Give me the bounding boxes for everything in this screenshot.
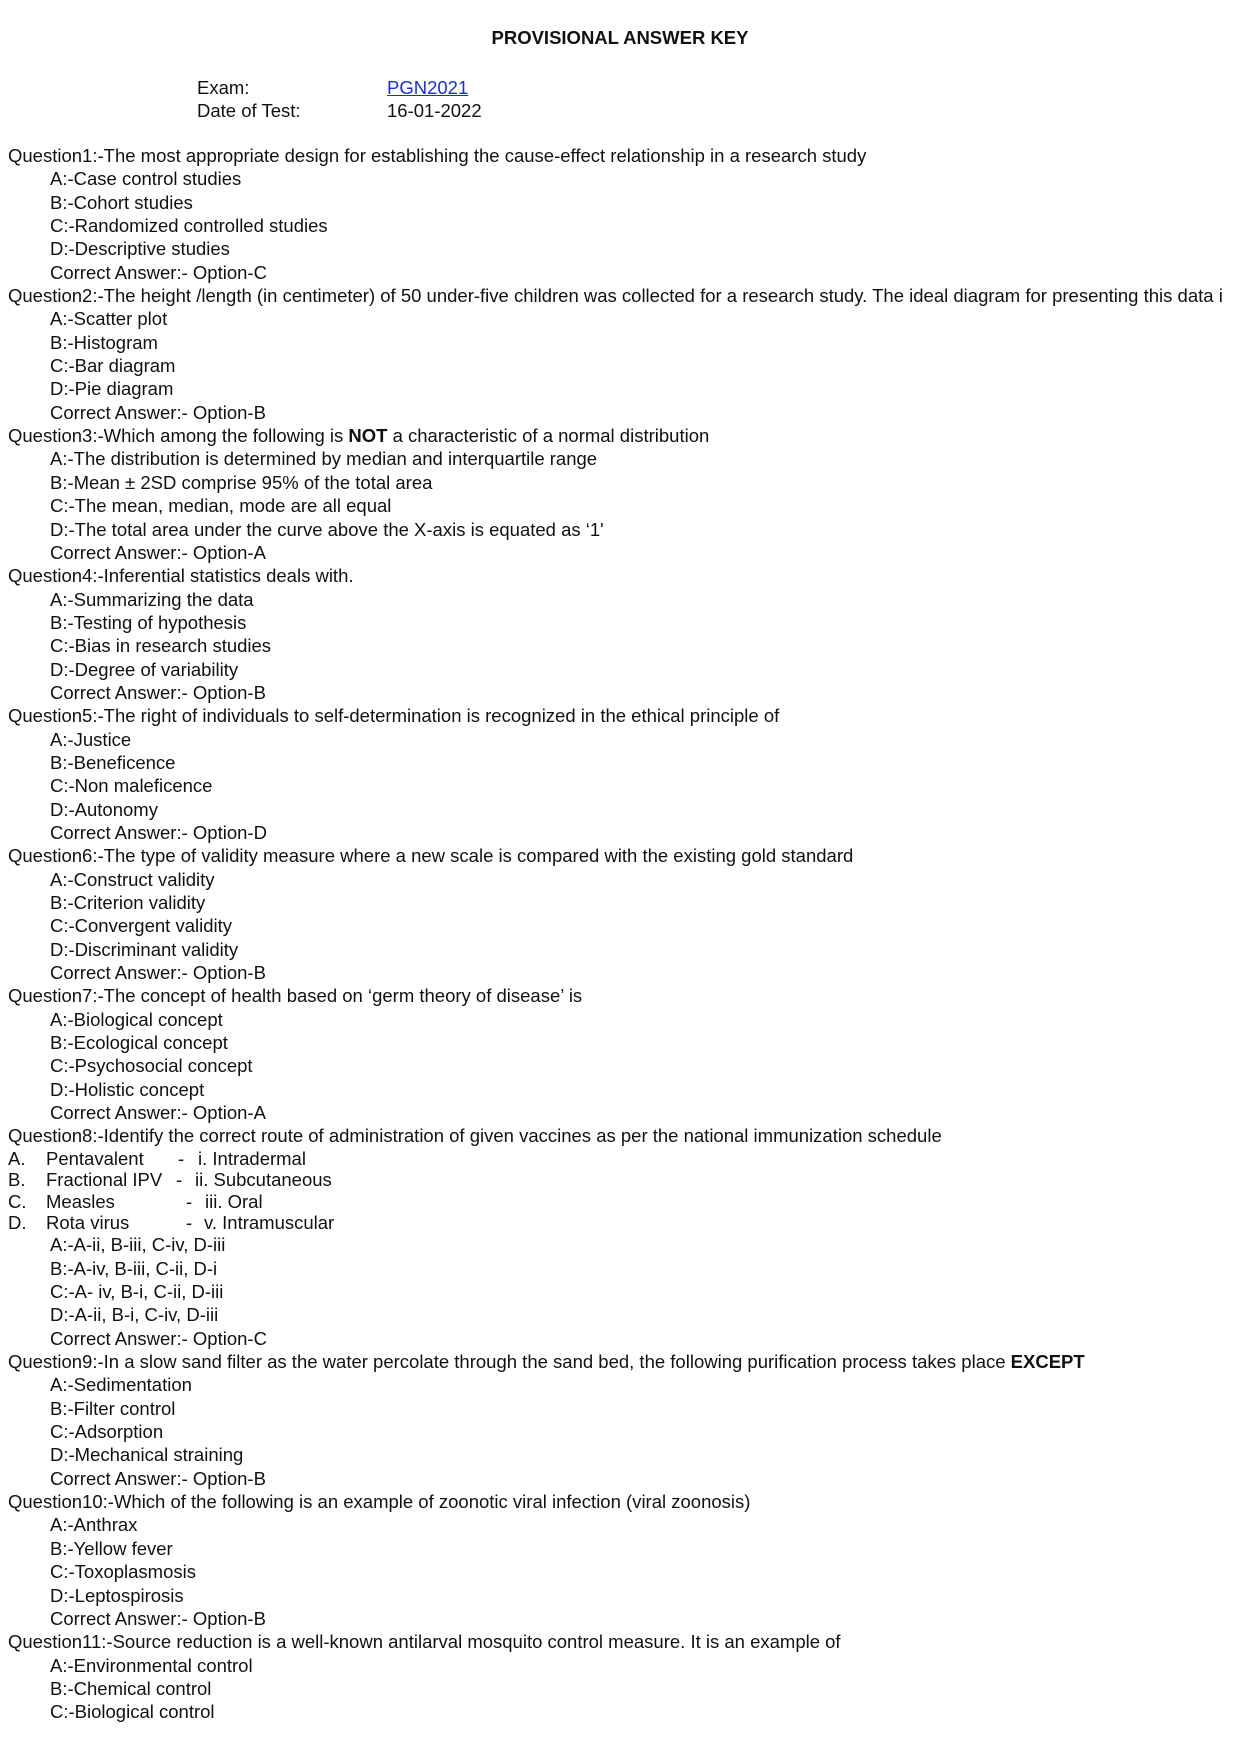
option-d: D:-Autonomy	[50, 798, 158, 820]
option-d: D:-Pie diagram	[50, 378, 174, 400]
option-c: C:-Bias in research studies	[50, 635, 272, 657]
page-title: PROVISIONAL ANSWER KEY	[491, 27, 749, 48]
option-c: C:-Adsorption	[50, 1421, 164, 1443]
match-row: D. Rota virus - v. Intramuscular	[8, 1211, 335, 1233]
option-a: A:-A-ii, B-iii, C-iv, D-iii	[50, 1234, 226, 1256]
question-text: Question7:-The concept of health based on ‘germ theory of disease’ is	[8, 985, 583, 1007]
correct-answer: Correct Answer:- Option-B	[50, 962, 266, 984]
option-b: B:-Histogram	[50, 331, 158, 353]
option-d: D:-The total area under the curve above the X-axis is equated as ‘1'	[50, 518, 604, 540]
option-d: D:-Leptospirosis	[50, 1584, 184, 1606]
match-row: A. Pentavalent - i. Intradermal	[8, 1147, 306, 1169]
exam-row	[197, 76, 482, 99]
option-b: B:-Mean ± 2SD comprise 95% of the total area	[50, 471, 433, 493]
exam-link[interactable]: PGN2021	[387, 77, 469, 98]
question-text: Question5:-The right of individuals to self-determination is recognized in the ethical principle of	[8, 705, 780, 727]
question-text: Question4:-Inferential statistics deals with.	[8, 565, 354, 587]
question-text: Question10:-Which of the following is an example of zoonotic viral infection (viral zoonosis)	[8, 1491, 751, 1513]
option-d: D:-Mechanical straining	[50, 1444, 244, 1466]
exam-meta	[197, 76, 482, 122]
option-b: B:-A-iv, B-iii, C-ii, D-i	[50, 1257, 218, 1279]
option-d: D:-A-ii, B-i, C-iv, D-iii	[50, 1304, 219, 1326]
option-b: B:-Filter control	[50, 1397, 176, 1419]
option-d: D:-Discriminant validity	[50, 938, 239, 960]
option-b: B:-Beneficence	[50, 751, 176, 773]
option-a: A:-Environmental control	[50, 1654, 253, 1676]
option-b: B:-Criterion validity	[50, 892, 206, 913]
option-a: A:-Construct validity	[50, 868, 215, 890]
option-b: B:-Chemical control	[50, 1677, 212, 1699]
option-a: A:-Summarizing the data	[50, 588, 254, 610]
option-a: A:-Justice	[50, 728, 132, 750]
match-row: C. Measles - iii. Oral	[8, 1190, 263, 1212]
option-b: B:-Cohort studies	[50, 191, 193, 213]
option-c: C:-Psychosocial concept	[50, 1055, 253, 1077]
option-a: A:-Scatter plot	[50, 308, 168, 330]
correct-answer: Correct Answer:- Option-D	[50, 821, 267, 843]
option-c: C:-Biological control	[50, 1701, 215, 1723]
correct-answer: Correct Answer:- Option-B	[50, 681, 266, 703]
question-text: Question2:-The height /length (in centimeter) of 50 under-five children was collected for a research study. The ideal diagram for presenting this data i	[8, 285, 1223, 307]
date-row	[197, 99, 482, 122]
question-text: Question8:-Identify the correct route of administration of given vaccines as per the national immunization schedule	[8, 1125, 942, 1147]
date-label: Date of Test:	[197, 100, 301, 121]
option-d: D:-Degree of variability	[50, 658, 239, 680]
option-b: B:-Testing of hypothesis	[50, 611, 247, 633]
correct-answer: Correct Answer:- Option-B	[50, 1467, 266, 1489]
correct-answer: Correct Answer:- Option-C	[50, 261, 267, 283]
question-list	[8, 144, 1240, 1724]
option-a: A:-Case control studies	[50, 168, 242, 190]
option-c: C:-Randomized controlled studies	[50, 215, 328, 237]
question-text: Question1:-The most appropriate design for establishing the cause-effect relationship in a research study	[8, 145, 867, 166]
date-value: 16-01-2022	[387, 100, 482, 121]
option-b: B:-Ecological concept	[50, 1032, 228, 1054]
option-c: C:-Non maleficence	[50, 775, 213, 797]
option-c: C:-Convergent validity	[50, 915, 232, 937]
correct-answer: Correct Answer:- Option-B	[50, 1607, 266, 1629]
option-a: A:-Sedimentation	[50, 1374, 192, 1396]
correct-answer: Correct Answer:- Option-A	[50, 1102, 266, 1124]
option-b: B:-Yellow fever	[50, 1537, 173, 1559]
question-text: Question6:-The type of validity measure where a new scale is compared with the existing gold standard	[8, 845, 854, 867]
option-a: A:-Anthrax	[50, 1514, 138, 1536]
correct-answer: Correct Answer:- Option-A	[50, 541, 266, 563]
option-a: A:-The distribution is determined by median and interquartile range	[50, 448, 598, 470]
match-row: B. Fractional IPV - ii. Subcutaneous	[8, 1169, 332, 1191]
option-c: C:-The mean, median, mode are all equal	[50, 495, 392, 517]
option-d: D:-Descriptive studies	[50, 238, 230, 260]
question-text: Question9:-In a slow sand filter as the water percolate through the sand bed, the following purification process takes place EXCEPT	[8, 1351, 1085, 1373]
exam-label: Exam:	[197, 77, 250, 98]
question-text: Question11:-Source reduction is a well-known antilarval mosquito control measure. It is an example of	[8, 1631, 841, 1653]
correct-answer: Correct Answer:- Option-B	[50, 401, 266, 423]
option-c: C:-Toxoplasmosis	[50, 1561, 196, 1583]
option-d: D:-Holistic concept	[50, 1078, 205, 1100]
option-c: C:-Bar diagram	[50, 355, 176, 377]
option-a: A:-Biological concept	[50, 1008, 223, 1030]
question-text: Question3:-Which among the following is NOT a characteristic of a normal distribution	[8, 425, 710, 447]
correct-answer: Correct Answer:- Option-C	[50, 1327, 267, 1349]
option-c: C:-A- iv, B-i, C-ii, D-iii	[50, 1281, 224, 1303]
